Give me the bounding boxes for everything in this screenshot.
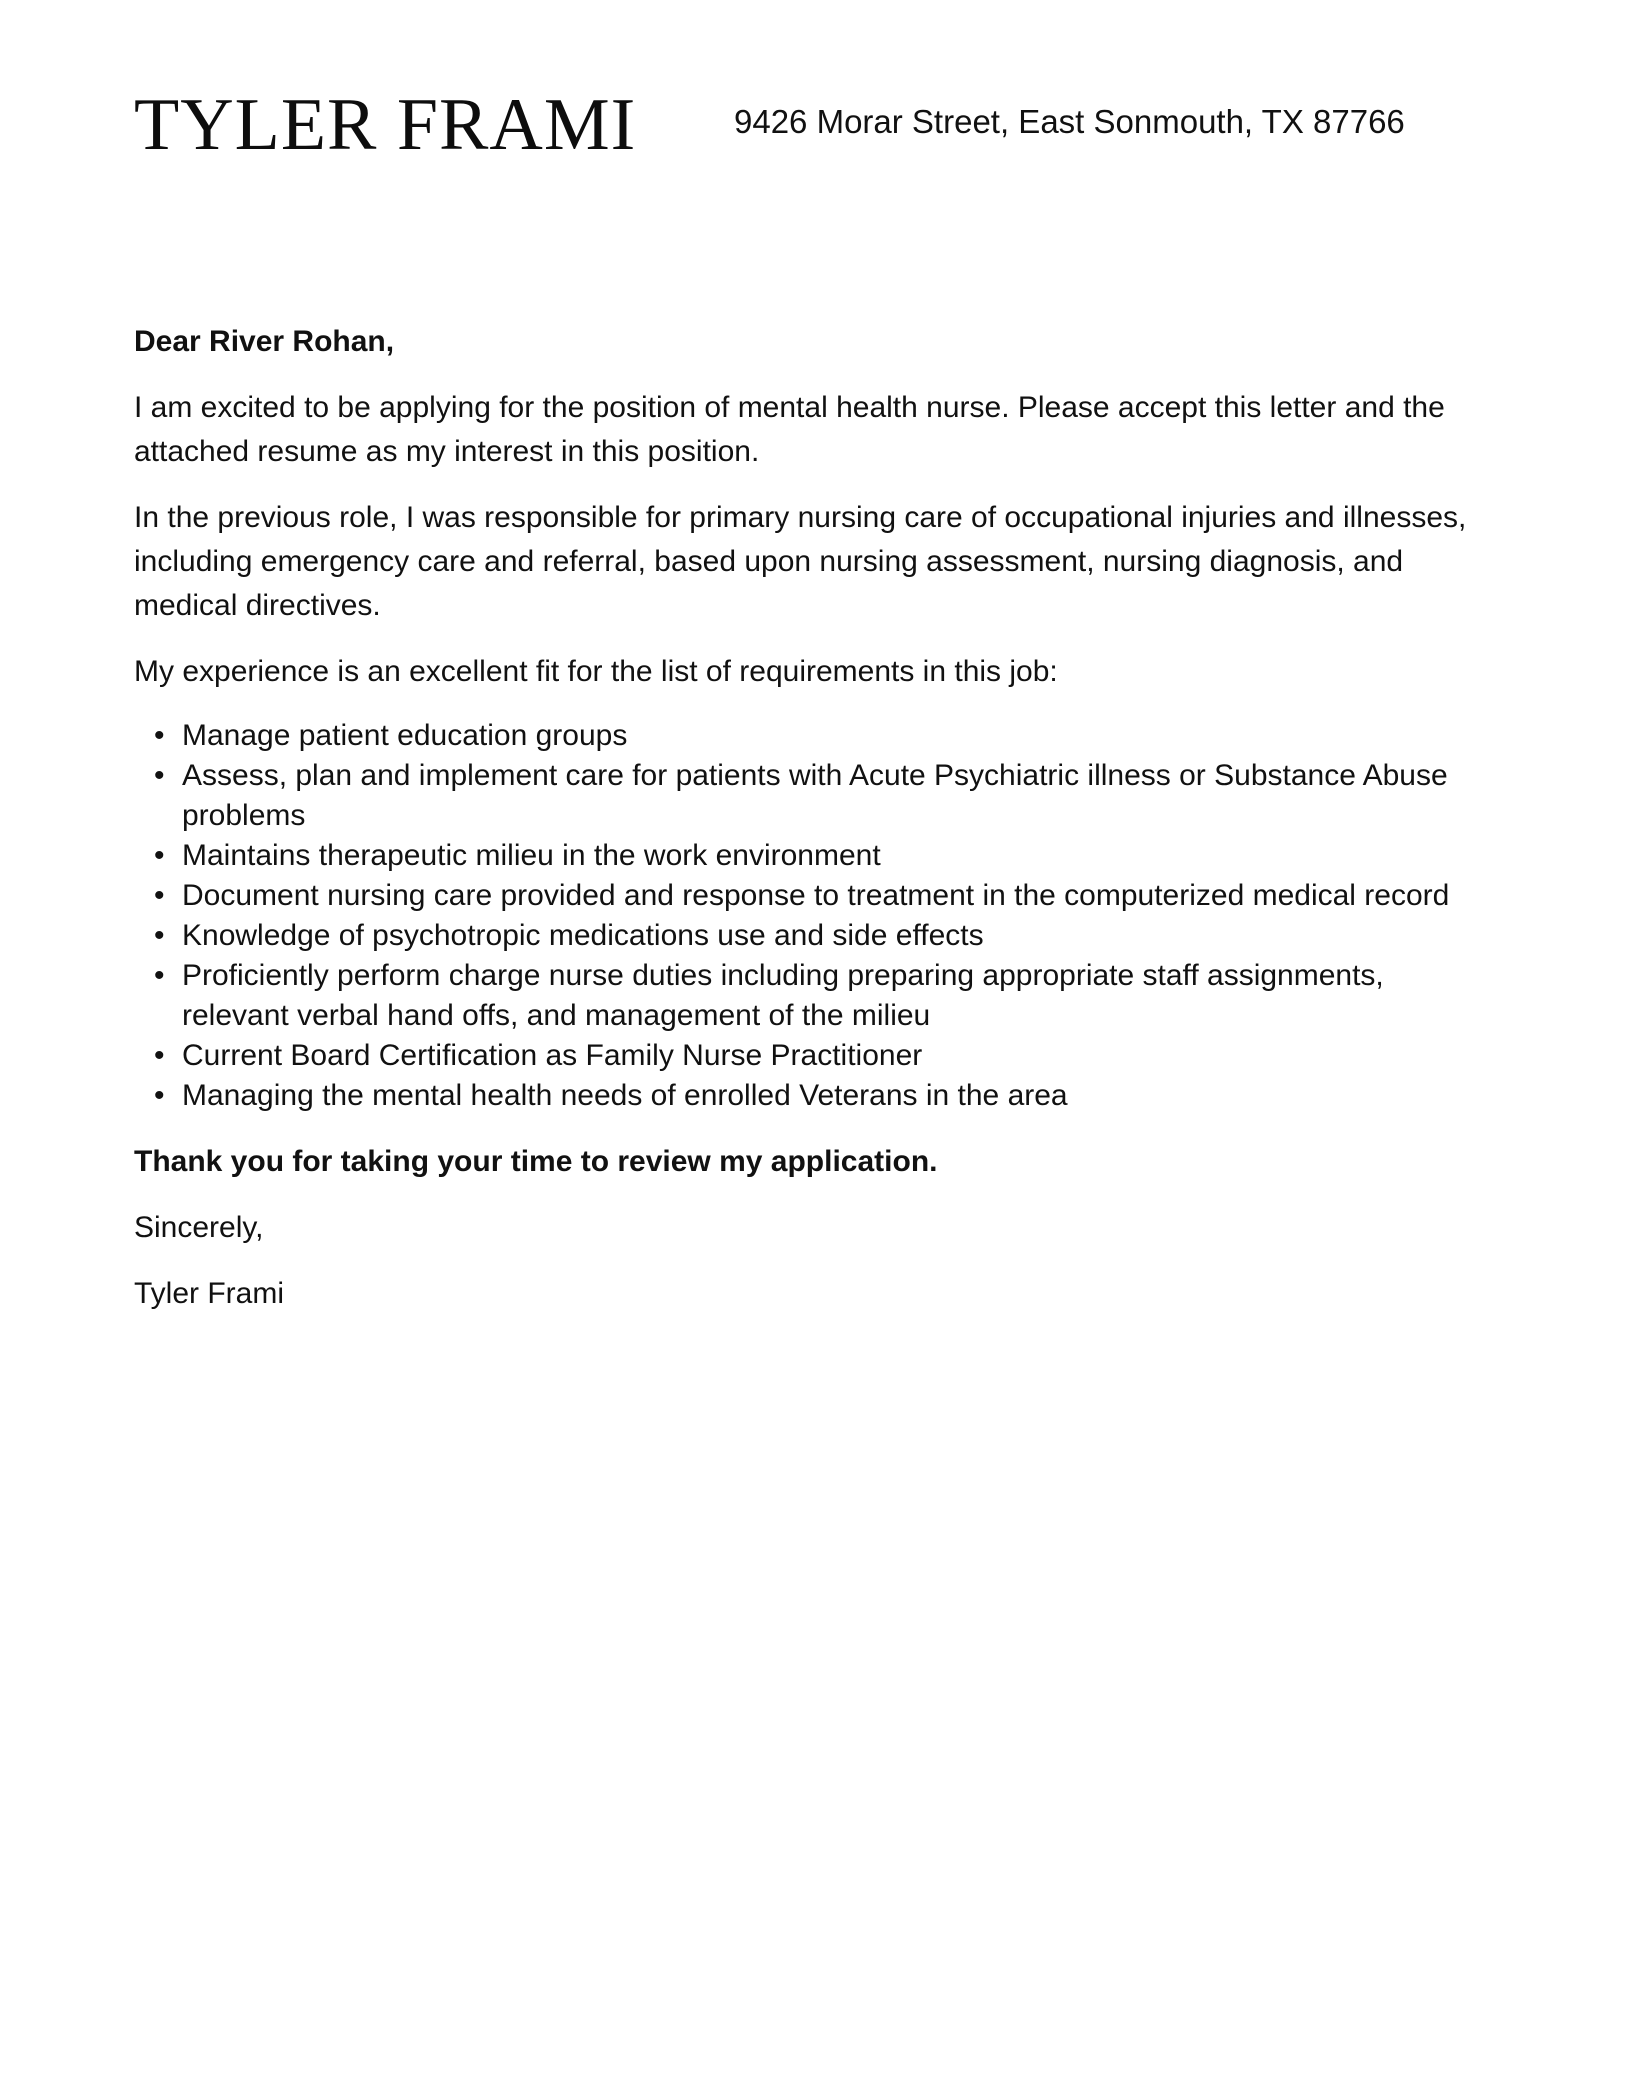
requirements-list <box>134 716 1474 1116</box>
requirement-text: Maintains therapeutic milieu in the work environment <box>182 839 881 872</box>
greeting: Dear River Rohan, <box>134 325 395 358</box>
bullet: • <box>154 1079 165 1112</box>
bullet: • <box>154 719 165 752</box>
letter-header <box>134 78 1514 178</box>
list-item <box>154 716 1474 756</box>
thank-you-line: Thank you for taking your time to review my application. <box>134 1145 938 1178</box>
list-item <box>154 756 1474 836</box>
letter-body <box>134 320 1474 1338</box>
list-item <box>154 956 1474 1036</box>
list-item <box>154 876 1474 916</box>
list-item <box>154 836 1474 876</box>
requirement-text: Proficiently perform charge nurse duties including preparing appropriate staff assignments, relevant verbal hand offs, and management of the milieu <box>182 959 1384 1032</box>
bullet: • <box>154 759 165 792</box>
list-item <box>154 916 1474 956</box>
intro-paragraph: I am excited to be applying for the position of mental health nurse. Please accept this letter and the attached resume as my interest in this position. <box>134 391 1445 468</box>
requirement-text: Knowledge of psychotropic medications use and side effects <box>182 919 984 952</box>
requirement-text: Manage patient education groups <box>182 719 628 752</box>
signature-name: Tyler Frami <box>134 1277 284 1310</box>
bullet: • <box>154 879 165 912</box>
requirement-text: Assess, plan and implement care for patients with Acute Psychiatric illness or Substance Abuse problems <box>182 759 1448 832</box>
bullet: • <box>154 919 165 952</box>
closing-line: Sincerely, <box>134 1211 264 1244</box>
bullet: • <box>154 1039 165 1072</box>
bullet: • <box>154 959 165 992</box>
experience-paragraph: In the previous role, I was responsible for primary nursing care of occupational injuries and illnesses, including emergency care and referral, based upon nursing assessment, nursing diagnosis, and medical directives. <box>134 501 1467 622</box>
list-item <box>154 1036 1474 1076</box>
requirements-intro: My experience is an excellent fit for the list of requirements in this job: <box>134 655 1058 688</box>
requirement-text: Managing the mental health needs of enrolled Veterans in the area <box>182 1079 1068 1112</box>
applicant-address: 9426 Morar Street, East Sonmouth, TX 87766 <box>734 103 1405 140</box>
list-item <box>154 1076 1474 1116</box>
bullet: • <box>154 839 165 872</box>
requirement-text: Current Board Certification as Family Nurse Practitioner <box>182 1039 923 1072</box>
requirement-text: Document nursing care provided and response to treatment in the computerized medical record <box>182 879 1450 912</box>
applicant-name: TYLER FRAMI <box>134 84 637 166</box>
